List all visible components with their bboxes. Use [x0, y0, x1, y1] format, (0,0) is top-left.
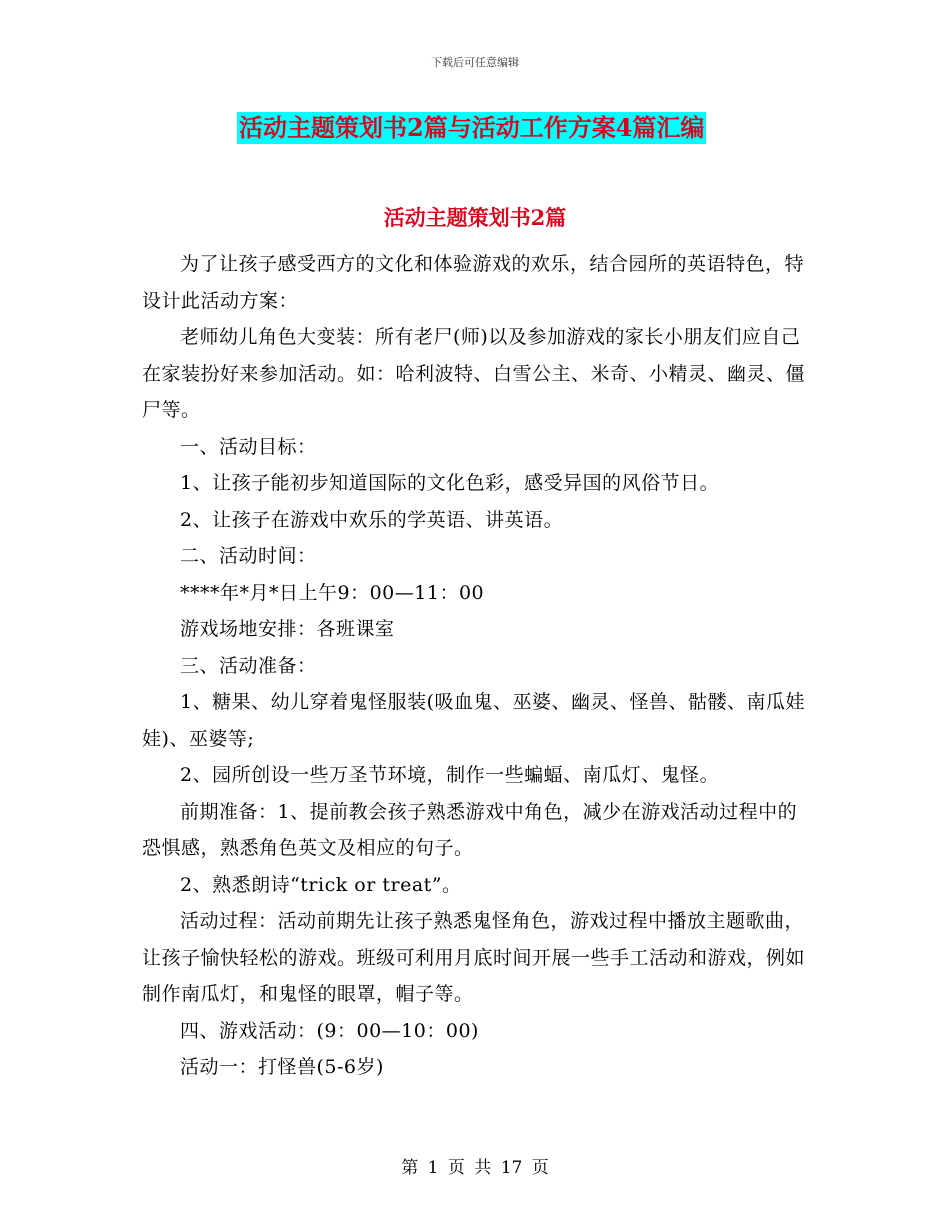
paragraph: 活动过程：活动前期先让孩子熟悉鬼怪角色，游戏过程中播放主题歌曲，让孩子愉快轻松的游戏。班级可利用月底时间开展一些手工活动和游戏，例如制作南瓜灯，和鬼怪的眼罩，帽子等。 — [142, 910, 806, 1005]
paragraph: 2、熟悉朗诗“trick or treat”。 — [180, 873, 462, 896]
section-title: 活动主题策划书2篇 — [383, 205, 567, 230]
paragraph: 老师幼儿角色大变装：所有老尸(师)以及参加游戏的家长小朋友们应自己在家装扮好来参加活动。如：哈利波特、白雪公主、米奇、小精灵、幽灵、僵尸等。 — [142, 326, 806, 421]
paragraph: 二、活动时间： — [180, 545, 317, 567]
paragraph: 三、活动准备： — [180, 654, 317, 677]
paragraph: 1、糖果、幼儿穿着鬼怪服装(吸血鬼、巫婆、幽灵、怪兽、骷髅、南瓜娃娃)、巫婆等; — [142, 691, 806, 750]
document-body — [142, 246, 812, 1086]
document-title: 活动主题策划书2篇与活动工作方案4篇汇编 — [239, 113, 705, 142]
paragraph: 前期准备：1、提前教会孩子熟悉游戏中角色，减少在游戏活动过程中的恐惧感，熟悉角色英文及相应的句子。 — [142, 800, 798, 859]
paragraph: 1、让孩子能初步知道国际的文化色彩，感受异国的风俗节日。 — [180, 472, 720, 494]
paragraph: ****年*月*日上午9：00—11：00 — [180, 581, 485, 604]
paragraph: 游戏场地安排：各班课室 — [180, 618, 395, 640]
header-note: 下载后可任意编辑 — [431, 56, 519, 69]
paragraph: 2、园所创设一些万圣节环境，制作一些蝙蝠、南瓜灯、鬼怪。 — [180, 764, 720, 786]
page-footer: 第 1 页 共 17 页 — [401, 1158, 549, 1178]
paragraph: 为了让孩子感受西方的文化和体验游戏的欢乐，结合园所的英语特色，特设计此活动方案： — [142, 253, 805, 312]
paragraph: 2、让孩子在游戏中欢乐的学英语、讲英语。 — [180, 508, 564, 531]
paragraph: 一、活动目标： — [180, 435, 317, 458]
paragraph: 活动一：打怪兽(5-6岁) — [180, 1056, 384, 1078]
paragraph: 四、游戏活动：(9：00—10：00) — [180, 1019, 479, 1042]
